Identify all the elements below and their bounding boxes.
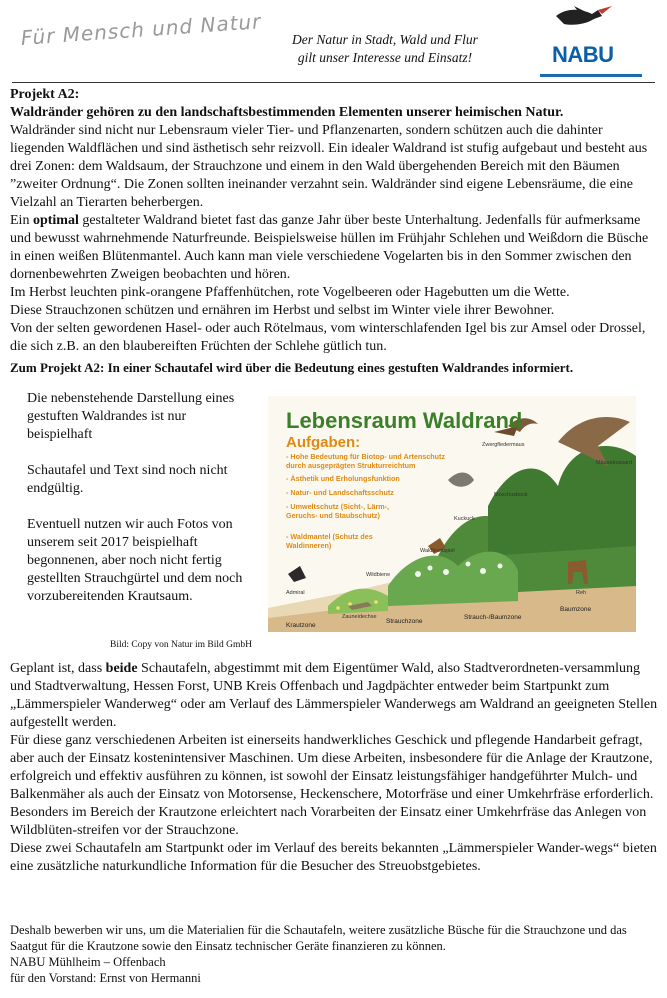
label-buzzard: Mäusebussard xyxy=(596,460,633,466)
image-credit: Bild: Copy von Natur im Bild GmbH xyxy=(110,640,252,650)
mice-paragraph: Von der selten gewordenen Hasel- oder auch Rötelmaus, vom winterschlafenden Igel bis zur Amsel oder Drossel, die sich z.B. an den blaubereiften Früchten der Schlehe gütlich tun. xyxy=(10,321,646,354)
plan-paragraph xyxy=(10,660,660,732)
label-lizard: Zauneidechse xyxy=(342,614,377,620)
poster-subtitle: Aufgaben: xyxy=(286,434,361,451)
subheading: Zum Projekt A2: In einer Schautafel wird über die Bedeutung eines gestuften Waldrandes informiert. xyxy=(10,360,574,375)
header-divider xyxy=(12,82,655,83)
poster-title: Lebensraum Waldrand xyxy=(286,408,523,433)
optimal-bold: optimal xyxy=(32,213,79,228)
zone-shrub-tree: Strauch-/Baumzone xyxy=(464,614,522,621)
zone-tree: Baumzone xyxy=(560,606,592,613)
project-title: Projekt A2: xyxy=(10,87,80,102)
poster-task-1: - Hohe Bedeutung für Biotop- und Artenschutz durch ausgeprägten Strukturreichtum xyxy=(286,452,446,470)
org-name: NABU Mühlheim – Offenbach xyxy=(10,955,166,969)
work-paragraph: Für diese ganz verschiedenen Arbeiten ist einerseits handwerkliches Geschick und pflegende Handarbeit gefragt, aber auch der Einsatz kostenintensiver Maschinen. Um diese Arbeiten, insbesondere für die Anlage der Krautzone, erfolgreich und effektiv ausführen zu können, ist sowohl der Einsatz leistungsfähiger handgeführter Mulch- und Balkenmäher als auch der Einsatz von Motorsense, Heckenschere, Motorfräse und einer Umkehrfräse erforderlich. Besonders im Bereich der Krautzone erleichtert nach Vorarbeiten der Einsatz einer Umkehrfräse das Anlegen von Wildblüten-streifen vor der Strauchzone. xyxy=(10,733,654,838)
optimal-post: gestalteter Waldrand bietet fast das ganze Jahr über beste Unterhaltung. Jedenfalls für aufmerksame und bewusst wahrnehmende Naturfreunde. Beispielsweise hüllen im Frühjahr Schlehen und Weißdorn die Büsche in einen weißen Blütenmantel. Auch kann man viele verschiedene Vogelarten bis in den Sommer zwischen den dornenbewehrten Zweigen beobachten und hören. xyxy=(10,213,649,282)
optimal-pre: Ein xyxy=(10,213,33,228)
plan-section xyxy=(10,660,660,876)
poster-task-2: - Ästhetik und Erholungsfunktion xyxy=(286,474,400,483)
label-wallbrown: Waldbrettspiel xyxy=(420,548,455,554)
nabu-stork-logo-icon xyxy=(540,2,620,80)
waldrand-poster xyxy=(268,396,636,632)
poster-task-3: - Natur- und Landschaftsschutz xyxy=(286,488,394,497)
poster-task-4: - Umweltschutz (Sicht-, Lärm-, Geruchs- und Staubschutz) xyxy=(286,502,390,520)
headline: Waldränder gehören zu den landschaftsbestimmenden Elementen unserer heimischen Natur. xyxy=(10,105,564,120)
zone-shrub: Strauchzone xyxy=(386,618,423,625)
protect-paragraph: Diese Strauchzonen schützen und ernähren im Herbst und selbst im Winter viele ihrer Bewohner. xyxy=(10,303,555,318)
slogan-right xyxy=(250,31,520,67)
zone-herb: Krautzone xyxy=(286,622,316,629)
article-body xyxy=(10,86,655,377)
label-admiral: Admiral xyxy=(286,590,305,596)
slogan-left: Für Mensch und Natur xyxy=(20,9,263,50)
side-note-3: Eventuell nutzen wir auch Fotos von unserem seit 2017 beispielhaft begonnenen, aber noch nicht fertig gestellten Strauchgürtel und dem noch vorzubereitenden Krautsaum. xyxy=(27,517,243,604)
side-note-1: Die nebenstehende Darstellung eines gestuften Waldrandes ist nur beispielhaft xyxy=(27,391,235,442)
logo-underline xyxy=(540,74,642,77)
label-bee: Wildbiene xyxy=(366,572,391,578)
plan-pre: Geplant ist, dass xyxy=(10,661,106,676)
side-notes xyxy=(27,390,247,624)
slogan-line-2: gilt unser Interesse und Einsatz! xyxy=(297,50,473,65)
label-cuckoo: Kuckuck xyxy=(454,516,475,522)
plan-post: Schautafeln, abgestimmt mit dem Eigentümer Wald, also Stadtverordneten-versammlung und Stadtverwaltung, Hessen Forst, UNB Kreis Offenbach und Jagdpächter entweder beim Startpunkt zum „Lämmerspieler Wanderweg“ oder am Verlauf des Lämmerspieler Wanderwegs am Waldrand an geeigneten Stellen aufgestellt werden. xyxy=(10,661,658,730)
page-header xyxy=(0,0,667,82)
slogan-line-1: Der Natur in Stadt, Wald und Flur xyxy=(292,32,478,47)
closing-section xyxy=(10,922,655,986)
side-note-2: Schautafel und Text sind noch nicht endgültig. xyxy=(27,463,228,496)
apply-paragraph: Deshalb bewerben wir uns, um die Materialien für die Schautafeln, weitere zusätzliche Büsche für die Strauchzone und das Saatgut für die Krautzone sowie den Einsatz technischer Geräte finanzieren zu können. xyxy=(10,923,627,953)
autumn-paragraph: Im Herbst leuchten pink-orangene Pfaffenhütchen, rote Vogelbeeren oder Hagebutten um die Wette. xyxy=(10,285,570,300)
plan-bold: beide xyxy=(105,661,138,676)
intro-paragraph: Waldränder sind nicht nur Lebensraum vieler Tier- und Pflanzenarten, sondern schützen auch die dahinter liegenden Waldflächen und sind ästhetisch sehr reizvoll. Ein idealer Waldrand ist stufig aufgebaut und besteht aus drei Zonen: dem Waldsaum, der Strauchzone und einem in den Wald übergehenden Bereich mit den Bäumen ”zweiter Ordnung“. Die Zonen sollten ineinander verzahnt sein. Waldränder sind eigene Lebensräume, die eine Vielzahl an Tierarten beherbergen. xyxy=(10,123,648,210)
info-paragraph: Diese zwei Schautafeln am Startpunkt oder im Verlauf des bereits bekannten „Lämmerspieler Wander-wegs“ bieten eine zusätzliche naturkundliche Information für die Besucher des Streuobstgebietes. xyxy=(10,841,657,874)
logo-text: NABU xyxy=(552,42,614,67)
optimal-paragraph xyxy=(10,212,655,284)
label-beetle: Moschusbock xyxy=(494,492,528,498)
signature: für den Vorstand: Ernst von Hermanni xyxy=(10,971,201,985)
label-bat: Zwergfledermaus xyxy=(482,442,525,448)
label-deer: Reh xyxy=(576,590,587,596)
poster-task-5: - Waldmantel (Schutz des Waldinneren) xyxy=(286,532,373,550)
